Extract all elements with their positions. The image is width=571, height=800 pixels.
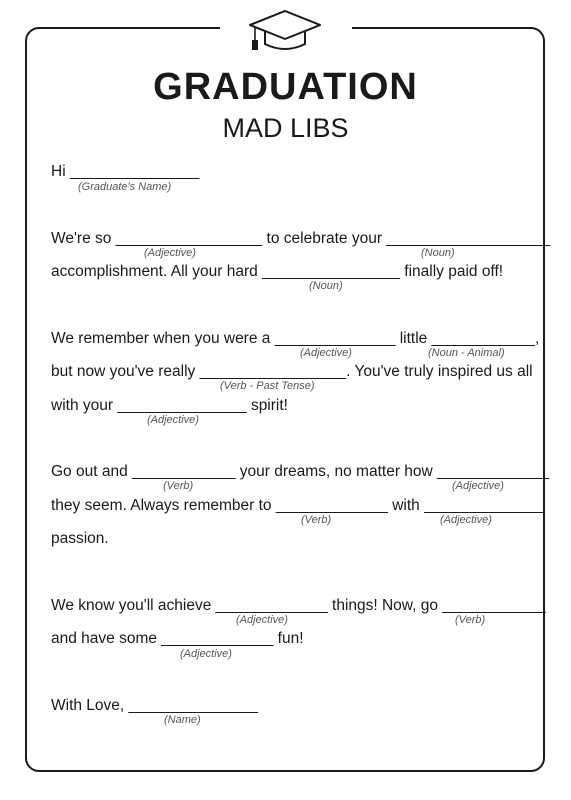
line-3: accomplishment. All your hard ________________ finally paid off! (51, 263, 504, 280)
page-subtitle: MAD LIBS (222, 113, 349, 143)
graduation-cap-icon (245, 8, 325, 54)
hint-verb-2: (Verb) (301, 514, 332, 526)
hint-adjective-2: (Adjective) (300, 347, 352, 359)
page-title: GRADUATION (153, 66, 418, 108)
hint-adjective-1: (Adjective) (144, 247, 196, 259)
hint-verb-3: (Verb) (455, 614, 486, 626)
hint-graduate-name: (Graduate's Name) (78, 181, 172, 193)
line-4: We remember when you were a ______________ little ____________, (51, 330, 540, 347)
line-2: We're so _________________ to celebrate your ___________________ (51, 230, 551, 247)
line-greeting: Hi _______________ (51, 163, 200, 180)
hint-adjective-3: (Adjective) (147, 414, 199, 426)
hint-verb-1: (Verb) (163, 480, 194, 492)
line-10: We know you'll achieve _____________ things! Now, go ____________ (51, 597, 546, 614)
line-6: with your _______________ spirit! (51, 397, 288, 414)
line-11: and have some _____________ fun! (51, 630, 304, 647)
line-5: but now you've really _________________. You've truly inspired us all (51, 363, 533, 380)
hint-noun-2: (Noun) (309, 280, 343, 292)
line-7: Go out and ____________ your dreams, no matter how _____________ (51, 463, 550, 480)
hint-verb-past-tense: (Verb - Past Tense) (220, 380, 315, 392)
hint-name: (Name) (164, 714, 201, 726)
hint-adjective-4: (Adjective) (452, 480, 504, 492)
hint-adjective-7: (Adjective) (180, 648, 232, 660)
hint-adjective-6: (Adjective) (236, 614, 288, 626)
line-8: they seem. Always remember to _____________ with ______________ (51, 497, 545, 514)
line-9: passion. (51, 530, 109, 547)
hint-noun-animal: (Noun - Animal) (428, 347, 505, 359)
hint-noun-1: (Noun) (421, 247, 455, 259)
line-signoff: With Love, _______________ (51, 697, 258, 714)
hint-adjective-5: (Adjective) (440, 514, 492, 526)
